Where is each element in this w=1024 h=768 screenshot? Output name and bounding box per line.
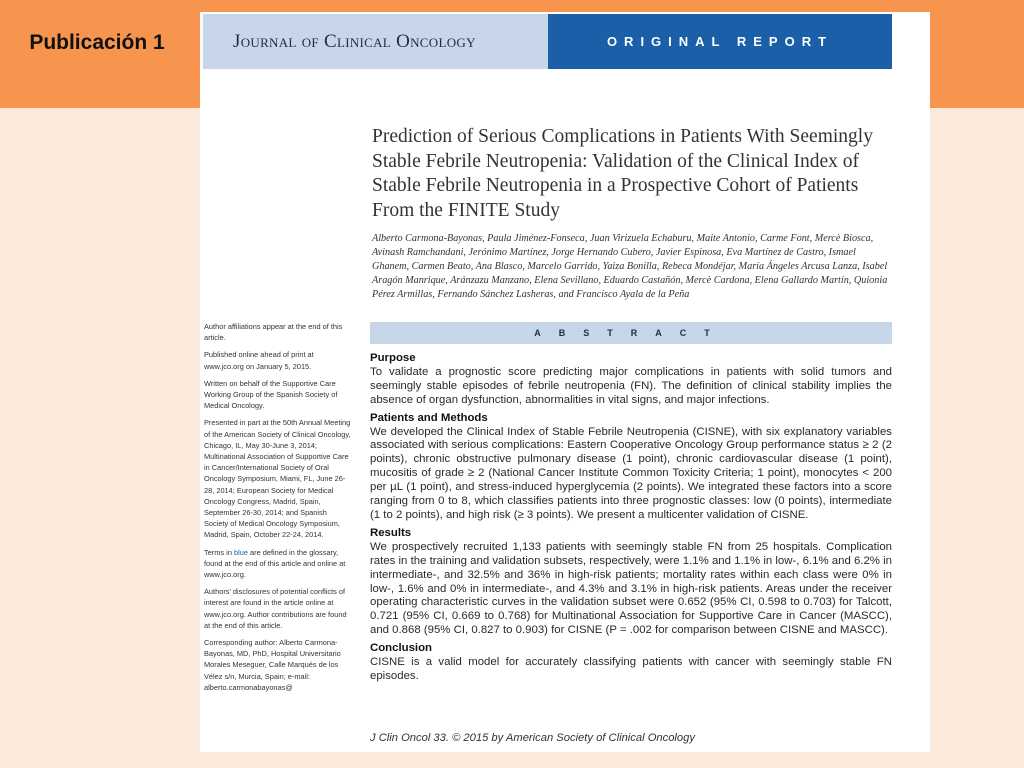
article-sidebar <box>204 321 352 699</box>
abstract-bar: ABSTRACT <box>370 322 892 344</box>
corresponding-note: Corresponding author: Alberto Carmona-Bayonas, MD, PhD, Hospital Universitario Morales Meseguer, Calle Marqués de los Vélez s/n, Murcia, Spain; e-mail: alberto.carmonabayonas@ <box>204 638 341 692</box>
results-text: We prospectively recruited 1,133 patients with seemingly stable FN from 25 hospitals. Complication rates in the training and validation subsets, respectively, were 1.1% and 1.1% in low-, 6.1% and 6.2% in intermediate-, and 32.5% and 36% in high-risk patients; mortality rates within each class were 0% in low-, 1.6% and 0% in intermediate-, and 4.3% and 3.1% in high-risk patients. Areas under the receiver operating characteristic curves in the validation subset were 0.652 (95% CI, 0.598 to 0.703) for Talcott, 0.721 (95% CI, 0.669 to 0.768) for Multinational Association for Supportive Care in Cancer (MASCC), and 0.868 (95% CI, 0.827 to 0.903) for CISNE (P = .002 for comparison between CISNE and MASCC). <box>370 540 892 637</box>
terms-text-blue: blue <box>233 547 248 557</box>
conclusion-text: CISNE is a valid model for accurately classifying patients with cancer with seemingly stable FN episodes. <box>370 656 892 682</box>
methods-heading: Patients and Methods <box>370 411 488 424</box>
article-page <box>200 12 930 752</box>
slide-label: Publicación 1 <box>29 31 165 54</box>
journal-header <box>203 14 892 69</box>
terms-text-post: are defined in the glossary, found at the end of this article and online at www.jco.org. <box>204 547 346 580</box>
methods-text: We developed the Clinical Index of Stable Febrile Neutropenia (CISNE), with six explanatory variables associated with serious complications: Eastern Cooperative Oncology Group performance status ≥ 2 (2 points), chronic obstructive pulmonary disease (1 point), chronic cardiovascular disease (1 point), mucositis of grade ≥ 2 (National Cancer Institute Common Toxicity Criteria; 1 point), monocytes < 200 per µL (1 point), and stress-induced hyperglycemia (2 points). We integrated these factors into a score ranging from 0 to 8, which classifies patients into three prognostic classes: low (0 points), intermediate (1 to 2 points), and high risk (≥ 3 points). We present a multicenter validation of CISNE. <box>370 425 892 521</box>
purpose-text: To validate a prognostic score predicting major complications in patients with solid tumors and seemingly stable episodes of febrile neutropenia (FN). The definition of clinical stability implies the absence of organ dysfunction, abnormalities in vital signs, and major infections. <box>370 365 892 406</box>
section-label: ORIGINAL REPORT <box>548 14 892 69</box>
published-note: Published online ahead of print at www.jco.org on January 5, 2015. <box>204 350 314 371</box>
citation-line: J Clin Oncol 33. © 2015 by American Society of Clinical Oncology <box>370 732 695 744</box>
behalf-note: Written on behalf of the Supportive Care Working Group of the Spanish Society of Medical Oncology. <box>204 378 338 411</box>
journal-name: Journal of Clinical Oncology <box>203 14 548 69</box>
terms-note <box>204 547 352 581</box>
disclosures-note: Authors' disclosures of potential conflicts of interest are found in the article online at www.jco.org. Author contributions are found at the end of this article. <box>204 587 347 630</box>
abstract-body <box>370 352 892 688</box>
presented-note: Presented in part at the 50th Annual Meeting of the American Society of Clinical Oncology, Chicago, IL, May 30-June 3, 2014; Multinational Association of Supportive Care in Cancer/International Society of Oral Oncology Symposium, Miami, FL, June 26-28, 2014; European Society for Medical Oncology Congress, Madrid, Spain, September 26-30, 2014; and Spanish Society of Medical Oncology Symposium, Madrid, Spain, October 22-24, 2014. <box>204 418 351 540</box>
affiliations-note: Author affiliations appear at the end of this article. <box>204 322 343 343</box>
purpose-heading: Purpose <box>370 352 416 364</box>
article-title: Prediction of Serious Complications in Patients With Seemingly Stable Febrile Neutropenia: Validation of the Clinical Index of Stable Febrile Neutropenia in a Prospective Cohort of Patients From the FINITE Study <box>372 126 873 221</box>
results-heading: Results <box>370 526 412 539</box>
author-list: Alberto Carmona-Bayonas, Paula Jiménez-Fonseca, Juan Virizuela Echaburu, Maite Antonio, Carme Font, Mercè Biosca, Avinash Ramchandani, Jerónimo Martínez, Jorge Hernando Cubero, Javier Espinosa, Eva Martínez de Castro, Ismael Ghanem, Carmen Beato, Ana Blasco, Marcelo Garrido, Yaiza Bonilla, Rebeca Mondéjar, María Ángeles Arcusa Lanza, Isabel Aragón Manrique, Aránzazu Manzano, Elena Sevillano, Eduardo Castañón, Mercè Cardona, Elena Gallardo Martín, Quionia Pérez Armillas, Fernando Sánchez Lasheras, and Francisco Ayala de la Peña <box>372 233 888 300</box>
terms-text-pre: Terms in <box>204 547 234 557</box>
conclusion-heading: Conclusion <box>370 642 433 655</box>
